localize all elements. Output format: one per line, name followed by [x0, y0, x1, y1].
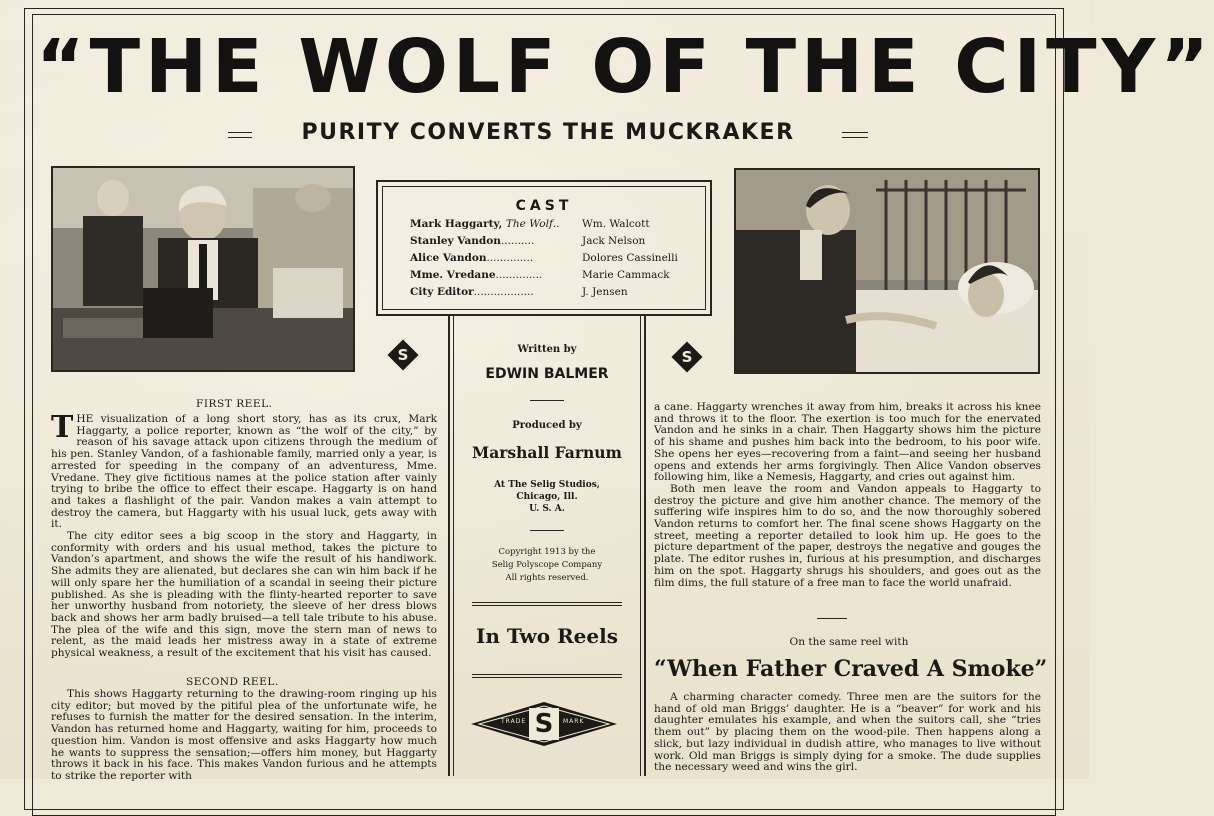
first-reel-para: HE visualization of a long short story, has as its crux, Mark Haggarty, a police reporter, known as “the wolf of the city,” by reason of his savage attack upon citizens through the medium of his pen. Stanley Vandon, of a fashionable family, married only a year, is arrested for speeding in the company of an adventuress, Mme. Vredane. They give fictitious names at the police station after vainly trying to bribe the office to effect their escape. Haggarty is on hand and takes a flashlight of the pair. Vandon makes a vain attempt to destroy the camera, but Haggarty with his usual luck, gets away with it.	[51, 413, 437, 531]
selig-trademark-logo	[471, 700, 617, 748]
subtitle: PURITY CONVERTS THE MUCKRAKER	[301, 120, 795, 145]
cast-row	[410, 218, 650, 234]
cast-actor: Dolores Cassinelli	[582, 252, 678, 264]
cast-role: Alice Vandon	[410, 252, 487, 264]
copyright-line: Copyright 1913 by the	[498, 547, 596, 557]
second-reel-synopsis	[51, 688, 437, 782]
cast-heading: CAST	[515, 198, 573, 214]
cast-row	[410, 235, 646, 251]
cast-role: Mme. Vredane	[410, 269, 496, 281]
selig-diamond-icon-left: S	[387, 339, 418, 370]
studio-line: Chicago, Ill.	[516, 492, 578, 502]
copyright-line: Selig Polyscope Company	[491, 560, 603, 570]
divider	[472, 677, 622, 678]
cast-dots: ..	[552, 218, 560, 230]
dropcap: T	[51, 410, 74, 445]
cast-dots: ..............	[495, 269, 543, 281]
cast-actor: Jack Nelson	[582, 235, 646, 247]
cast-actor: J. Jensen	[582, 286, 628, 298]
written-by-label: Written by	[517, 344, 577, 355]
first-reel-heading: FIRST REEL.	[196, 398, 273, 410]
produced-by-label: Produced by	[512, 420, 582, 431]
logo-trade-text: TRADE	[501, 718, 527, 725]
cast-dots: ..............	[486, 252, 534, 264]
still-photo-bedroom	[734, 168, 1040, 374]
selig-diamond-icon-right: S	[671, 341, 702, 372]
cast-role-italic: The Wolf	[505, 218, 553, 230]
still-photo-newsroom	[51, 166, 355, 372]
companion-film-para: A charming character comedy. Three men are the suitors for the hand of old man Briggs’ daughter. He is a “beaver” for work and his daughter emulates his example, and when the suitors call, she “tries them out” by placing them on the wood-pile. Then happens along a slick, but lazy individual in dudish attire, who manages to live without work. Old man Briggs is simply dying for a smoke. The dude supplies the necessary weed and wins the girl.	[654, 691, 1041, 774]
second-reel-heading: SECOND REEL.	[186, 676, 279, 688]
cast-actor: Marie Cammack	[582, 269, 670, 281]
second-reel-para: This shows Haggarty returning to the drawing-room ringing up his city editor; but moved by the pitiful plea of the unfortunate wife, he refuses to furnish the matter for the desired sensation. In the interim, Vandon has returned home and Haggarty, waiting for him, proceeds to question him. Vandon is most offensive and asks Haggarty how much he wants to suppress the sensation;—offers him money, but Haggarty throws it back in his face. This makes Vandon furious and he attempts to strike the reporter with	[51, 688, 437, 782]
writer-name: EDWIN BALMER	[485, 366, 609, 382]
subtitle-row	[228, 120, 868, 148]
divider	[817, 618, 847, 619]
cast-dots: ..........	[500, 235, 535, 247]
divider	[472, 602, 622, 603]
continued-para: a cane. Haggarty wrenches it away from him, breaks it across his knee and throws it to the floor. The exertion is too much for the enervated Vandon and he sinks in a chair. Then Haggarty shows him the picture of his shame and pushes him back into the bedroom, to his poor wife. She opens her eyes—recovering from a faint—and seeing her husband opens and extends her arms forgivingly. Then Alice Vandon observes following him, like a Nemesis, Haggarty, and cries out against him.	[654, 401, 1041, 484]
first-reel-para: The city editor sees a big scoop in the story and Haggarty, in conformity with orders and his usual method, takes the picture to Vandon’s apartment, and shows the wife the result of his handiwork. She admits they are alienated, but declares she can win him back if he will only spare her the humiliation of a scandal in seeing their picture published. As she is pleading with the flinty-hearted reporter to save her unworthy husband from notoriety, the sleeve of her dress blows back and shows her arm badly bruised—a tell tale tribute to his abuse. The plea of the wife and this sign, move the stern man of news to relent, as the maid leads her mistress away in a state of extreme physical weakness, a result of the excitement that his visit has caused.	[51, 530, 437, 660]
cast-row	[410, 269, 670, 285]
cast-dots: ..................	[473, 286, 534, 298]
cast-role: City Editor	[410, 286, 474, 298]
cast-row	[410, 286, 628, 302]
divider	[530, 400, 564, 401]
companion-film-synopsis	[654, 692, 1041, 779]
copyright-line: All rights reserved.	[505, 573, 589, 583]
same-reel-label: On the same reel with	[789, 636, 909, 648]
logo-mark-text: MARK	[563, 718, 585, 725]
cast-actor: Wm. Walcott	[582, 218, 650, 230]
cast-role: Stanley Vandon	[410, 235, 501, 247]
studio-line: At The Selig Studios,	[494, 480, 600, 490]
cast-row	[410, 252, 678, 268]
second-reel-continued	[654, 402, 1041, 589]
producer-name: Marshall Farnum	[472, 443, 622, 462]
logo-letter: S	[534, 709, 554, 739]
continued-para: Both men leave the room and Vandon appeals to Haggarty to destroy the picture and give him another chance. The memory of the suffering wife inspires him to do so, and the now thoroughly sobered Vandon returns to comfort her. The final scene shows Haggarty on the street, meeting a reporter detailed to look him up. He goes to the picture department of the paper, destroys the negative and gouges the plate. The editor rushes in, furious at his presumption, and discharges him on the spot. Haggarty shrugs his shoulders, and goes out as the film dims, the full stature of a free man to face the world unafraid.	[654, 482, 1041, 589]
reels-count: In Two Reels	[476, 624, 618, 648]
subtitle-rule-right	[842, 132, 868, 138]
companion-film-title: “When Father Craved A Smoke”	[654, 656, 1048, 682]
cast-box	[376, 180, 712, 316]
divider	[530, 530, 564, 531]
divider	[472, 605, 622, 606]
divider	[472, 674, 622, 675]
film-title: “THE WOLF OF THE CITY”	[36, 24, 1214, 110]
studio-line: U. S. A.	[529, 504, 565, 514]
first-reel-synopsis	[51, 410, 437, 660]
cast-role: Mark Haggarty,	[410, 218, 506, 230]
